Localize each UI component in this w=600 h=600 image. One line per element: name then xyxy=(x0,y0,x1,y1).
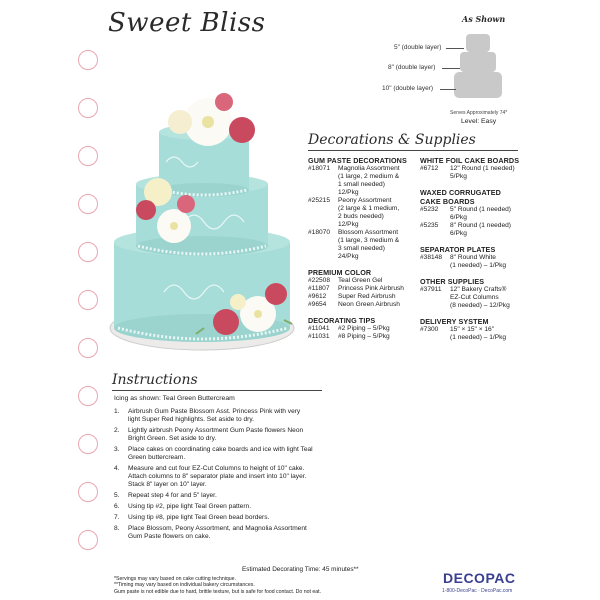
supply-item xyxy=(420,254,520,270)
instruction-step xyxy=(114,492,314,500)
supply-item-code: #37911 xyxy=(420,286,442,293)
tier-leader xyxy=(440,89,456,90)
supply-item-desc: #2 Piping – 5/Pkg xyxy=(338,325,390,332)
instruction-step xyxy=(114,408,314,424)
tier-label-5: 5" (double layer) xyxy=(394,44,442,51)
supply-item xyxy=(308,301,418,309)
instructions-heading: Instructions xyxy=(112,372,198,388)
instruction-steps xyxy=(114,408,314,544)
supply-item-desc: Teal Green Gel xyxy=(338,277,383,284)
supply-section-heading: GUM PASTE DECORATIONS xyxy=(308,156,407,165)
supply-section-heading: DECORATING TIPS xyxy=(308,316,376,325)
supply-item-code: #6712 xyxy=(420,165,439,172)
supply-item-code: #11041 xyxy=(308,325,330,332)
step-number: 2. xyxy=(114,427,120,434)
page-title: Sweet Bliss xyxy=(108,8,266,38)
supply-section-heading: WHITE FOIL CAKE BOARDS xyxy=(420,156,520,165)
brand-logo: DECOPAC xyxy=(443,570,516,586)
supply-item-desc: Super Red Airbrush xyxy=(338,293,396,300)
supplies-column-right xyxy=(420,156,520,349)
supply-item xyxy=(308,229,418,261)
supply-section-heading: WAXED CORRUGATED CAKE BOARDS xyxy=(420,188,501,206)
supply-item-desc: 12" Round (1 needed) 5/Pkg xyxy=(450,165,515,180)
supply-item xyxy=(420,222,520,238)
supply-item-desc: #8 Piping – 5/Pkg xyxy=(338,333,390,340)
step-number: 1. xyxy=(114,408,120,415)
binder-hole xyxy=(78,290,98,310)
binder-hole xyxy=(78,386,98,406)
footnote: **Timing may vary based on individual bakery circumstances. xyxy=(114,582,255,589)
supply-item-desc: Neon Green Airbrush xyxy=(338,301,400,308)
estimated-time: Estimated Decorating Time: 45 minutes** xyxy=(242,566,359,573)
supply-item-code: #5232 xyxy=(420,206,439,213)
tier-diagram xyxy=(452,32,504,102)
supply-item-desc: 15" × 15" × 16" (1 needed) – 1/Pkg xyxy=(450,326,507,341)
step-text: Airbrush Gum Paste Blossom Asst. Princess Pink with very light Super Red highlights. Set aside to dry. xyxy=(128,408,301,423)
supply-item xyxy=(308,277,418,285)
instruction-step xyxy=(114,465,314,489)
as-shown-label: As Shown xyxy=(462,14,506,24)
serves-text: Serves Approximately 74* xyxy=(450,110,508,116)
supply-item-desc: 5" Round (1 needed) 6/Pkg xyxy=(450,206,511,221)
step-number: 6. xyxy=(114,503,120,510)
supply-item-code: #11031 xyxy=(308,333,330,340)
supplies-column-left xyxy=(308,156,418,348)
tier-label-10: 10" (double layer) xyxy=(382,85,434,92)
supply-item-code: #18070 xyxy=(308,229,331,236)
supply-item-code: #7300 xyxy=(420,326,439,333)
supply-item-code: #38148 xyxy=(420,254,443,261)
binder-hole xyxy=(78,338,98,358)
supply-item-desc: Peony Assortment (2 large & 1 medium, 2 buds needed) 12/Pkg xyxy=(338,197,400,228)
step-number: 8. xyxy=(114,525,120,532)
supply-section-heading: SEPARATOR PLATES xyxy=(420,245,496,254)
supply-item-code: #9654 xyxy=(308,301,327,308)
instruction-step xyxy=(114,427,314,443)
supply-item-desc: 12" Bakery Crafts® EZ-Cut Columns (8 needed) – 12/Pkg xyxy=(450,286,510,309)
icing-note: Icing as shown: Teal Green Buttercream xyxy=(114,395,235,402)
supply-item xyxy=(308,293,418,301)
supply-section-heading: DELIVERY SYSTEM xyxy=(420,317,489,326)
step-number: 3. xyxy=(114,446,120,453)
heading-rule xyxy=(112,390,322,391)
decorations-heading: Decorations & Supplies xyxy=(308,132,476,148)
supply-item-desc: 8" Round (1 needed) 6/Pkg xyxy=(450,222,511,237)
supply-item xyxy=(420,286,520,310)
supply-item-code: #22508 xyxy=(308,277,331,284)
step-text: Place Blossom, Peony Assortment, and Magnolia Assortment Gum Paste flowers on cake. xyxy=(128,525,307,540)
supply-item-code: #9612 xyxy=(308,293,327,300)
binder-hole xyxy=(78,434,98,454)
instruction-step xyxy=(114,514,314,522)
supply-item xyxy=(420,206,520,222)
step-text: Lightly airbrush Peony Assortment Gum Paste flowers Neon Bright Green. Set aside to dry. xyxy=(128,427,304,442)
level-text: Level: Easy xyxy=(461,118,497,125)
binder-hole xyxy=(78,482,98,502)
step-text: Using tip #2, pipe light Teal Green pattern. xyxy=(128,503,252,510)
brand-subline: 1-800-DecoPac · DecoPac.com xyxy=(442,588,513,594)
cake-illustration xyxy=(104,92,304,354)
step-number: 7. xyxy=(114,514,120,521)
instruction-step xyxy=(114,503,314,511)
supply-item-desc: Blossom Assortment (1 large, 3 medium & 3 small needed) 24/Pkg xyxy=(338,229,400,260)
supply-item xyxy=(420,165,520,181)
supply-item xyxy=(308,165,418,197)
supply-item-desc: Princess Pink Airbrush xyxy=(338,285,404,292)
binder-hole xyxy=(78,50,98,70)
step-number: 4. xyxy=(114,465,120,472)
supply-section-heading: OTHER SUPPLIES xyxy=(420,277,485,286)
supply-item-code: #5235 xyxy=(420,222,439,229)
supply-item xyxy=(308,197,418,229)
binder-hole xyxy=(78,530,98,550)
supply-item-code: #18071 xyxy=(308,165,331,172)
supply-item xyxy=(308,285,418,293)
supply-item-desc: Magnolia Assortment (1 large, 2 medium & 1 small needed) 12/Pkg xyxy=(338,165,400,196)
supply-item xyxy=(308,325,418,333)
step-text: Repeat step 4 for and 5" layer. xyxy=(128,492,217,499)
tier-label-8: 8" (double layer) xyxy=(388,64,436,71)
binder-hole xyxy=(78,146,98,166)
supply-item-code: #11807 xyxy=(308,285,330,292)
instruction-step xyxy=(114,525,314,541)
footnotes xyxy=(114,576,321,595)
footnote: *Servings may vary based on cake cutting technique. xyxy=(114,576,236,582)
supply-item xyxy=(308,333,418,341)
footnote: Gum paste is not edible due to hard, brittle texture, but is safe for food contact. Do not eat. xyxy=(114,588,322,595)
step-text: Using tip #8, pipe light Teal Green bead borders. xyxy=(128,514,270,521)
binder-hole xyxy=(78,242,98,262)
supply-item-desc: 8" Round White (1 needed) – 1/Pkg xyxy=(450,254,507,269)
step-number: 5. xyxy=(114,492,120,499)
binder-hole xyxy=(78,194,98,214)
supply-section-heading: PREMIUM COLOR xyxy=(308,268,372,277)
step-text: Place cakes on coordinating cake boards and ice with light Teal Green buttercream. xyxy=(128,446,313,461)
step-text: Measure and cut four EZ-Cut Columns to height of 10" cake. Attach columns to 8" separator plate and insert into 10" layer. Stack 8" layer on 10" layer. xyxy=(128,465,307,488)
supply-item-code: #25215 xyxy=(308,197,331,204)
instruction-step xyxy=(114,446,314,462)
binder-hole xyxy=(78,98,98,118)
supply-item xyxy=(420,326,520,342)
heading-rule xyxy=(308,150,518,151)
tier-leader xyxy=(446,48,464,49)
tier-leader xyxy=(442,68,460,69)
